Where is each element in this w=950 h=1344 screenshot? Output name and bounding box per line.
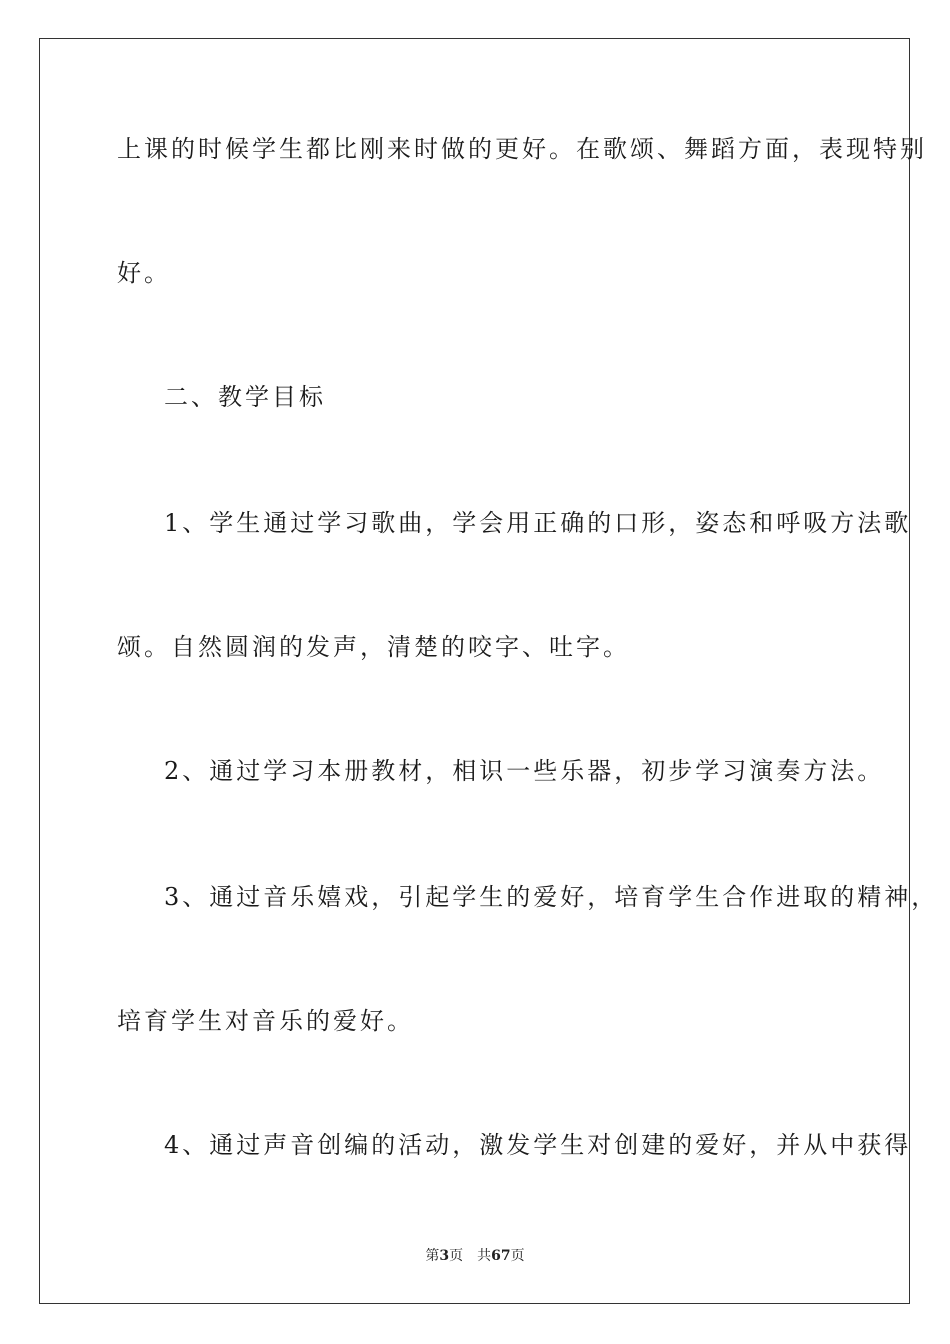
paragraph-line-9: 4、通过声音创编的活动，激发学生对创建的爱好，并从中获得	[164, 1131, 912, 1159]
paragraph-line-4: 1、学生通过学习歌曲，学会用正确的口形，姿态和呼吸方法歌	[164, 509, 912, 537]
paragraph-line-1: 上课的时候学生都比刚来时做的更好。在歌颂、舞蹈方面，表现特别	[117, 135, 927, 163]
footer-total-prefix: 共	[477, 1248, 492, 1264]
paragraph-line-6: 2、通过学习本册教材，相识一些乐器，初步学习演奏方法。	[164, 757, 885, 785]
footer-page-number: 3	[439, 1248, 450, 1264]
paragraph-line-8: 培育学生对音乐的爱好。	[117, 1007, 414, 1035]
paragraph-line-7: 3、通过音乐嬉戏，引起学生的爱好，培育学生合作进取的精神，	[164, 883, 939, 911]
page-border	[39, 38, 910, 1304]
footer-page-suffix: 页	[449, 1248, 464, 1264]
section-heading: 二、教学目标	[164, 383, 326, 411]
paragraph-line-2: 好。	[117, 259, 171, 287]
footer-total-suffix: 页	[510, 1248, 525, 1264]
footer-page-prefix: 第	[425, 1248, 440, 1264]
page-footer	[0, 1247, 950, 1265]
paragraph-line-5: 颂。自然圆润的发声，清楚的咬字、吐字。	[117, 633, 630, 661]
footer-total-pages: 67	[491, 1248, 511, 1264]
